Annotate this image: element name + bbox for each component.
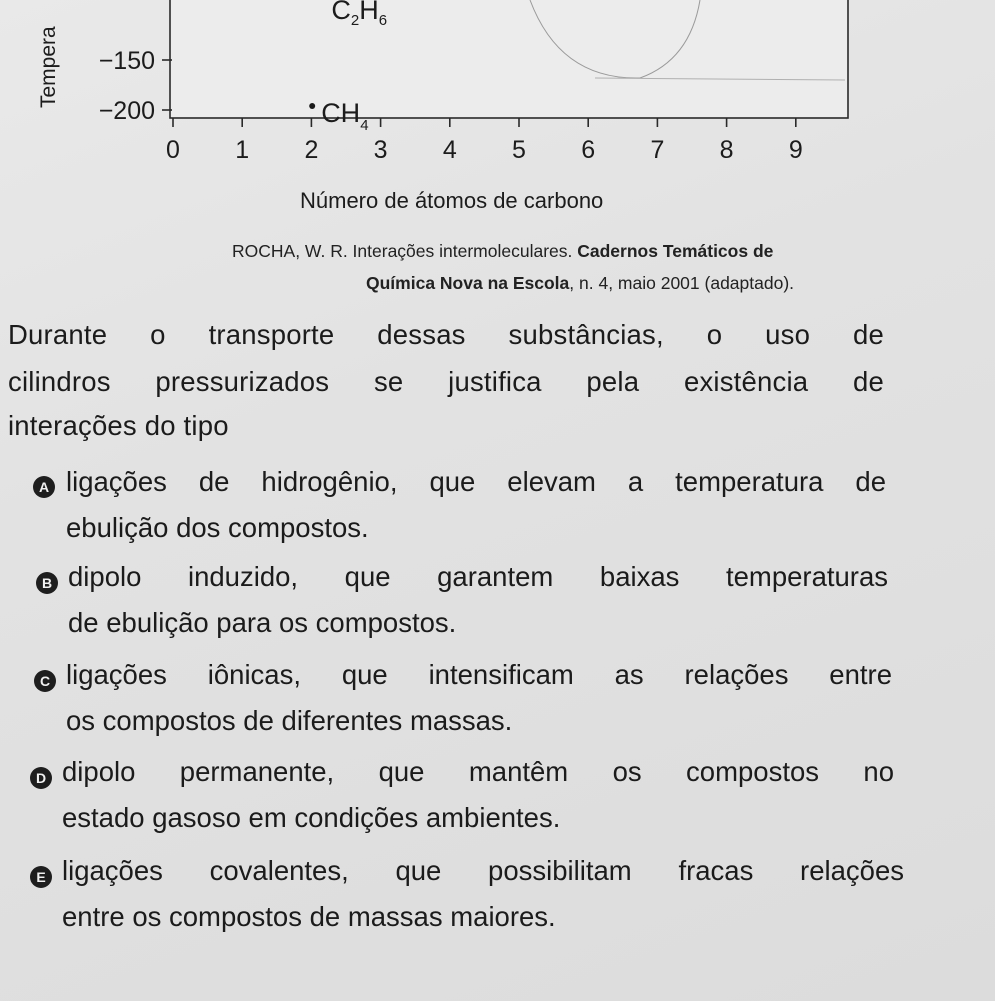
option-d-line-2[interactable]: estado gasoso em condições ambientes. <box>62 802 561 833</box>
citation-journal-part2: Química Nova na Escola <box>366 273 570 293</box>
x-tick-label-7: 7 <box>650 136 665 164</box>
y-tick-label-0: −150 <box>98 47 155 75</box>
option-b-badge[interactable]: B <box>36 572 58 594</box>
option-b-line-1[interactable]: dipolo induzido, que garantem baixas temperaturas <box>68 561 888 592</box>
x-tick-label-0: 0 <box>166 136 180 164</box>
x-tick-label-1: 1 <box>235 136 250 164</box>
option-d-line-1[interactable]: dipolo permanente, que mantêm os compostos no <box>62 756 894 787</box>
question-line-1: Durante o transporte dessas substâncias, o uso de <box>8 319 884 350</box>
option-d-badge[interactable]: D <box>30 767 52 789</box>
x-tick-label-5: 5 <box>512 136 526 164</box>
chart-plot-area <box>170 0 848 118</box>
option-c-line-1[interactable]: ligações iônicas, que intensificam as relações entre <box>66 659 892 690</box>
option-e-badge[interactable]: E <box>30 866 52 888</box>
question-line-2: cilindros pressurizados se justifica pela existência de <box>8 366 884 397</box>
point-label-ch4: $CH_4$ <box>321 98 369 134</box>
x-tick-label-3: 3 <box>373 136 388 164</box>
x-tick-label-9: 9 <box>788 136 803 164</box>
point-label-c2h6: $C_2H_6$ <box>331 0 388 29</box>
x-tick-label-6: 6 <box>581 136 596 164</box>
point-marker-ch4 <box>309 103 315 109</box>
option-a-badge[interactable]: A <box>33 476 55 498</box>
y-axis-title: Tempera <box>37 26 60 108</box>
x-axis-ticks <box>166 118 803 164</box>
citation-author-title: ROCHA, W. R. Interações intermoleculares. <box>232 241 578 261</box>
citation-journal-part1: Cadernos Temáticos de <box>577 241 774 261</box>
citation-line-2 <box>366 273 794 294</box>
option-e-line-1[interactable]: ligações covalentes, que possibilitam fracas relações <box>62 855 904 886</box>
boiling-point-chart <box>0 0 995 225</box>
citation-details: , n. 4, maio 2001 (adaptado). <box>569 273 795 293</box>
x-tick-label-2: 2 <box>304 136 319 164</box>
x-tick-label-4: 4 <box>442 136 457 164</box>
y-tick-label-1: −200 <box>98 97 155 125</box>
citation-line-1 <box>232 241 773 262</box>
x-axis-title: Número de átomos de carbono <box>300 188 604 213</box>
option-a-line-1[interactable]: ligações de hidrogênio, que elevam a temperatura de <box>66 466 886 497</box>
option-c-badge[interactable]: C <box>34 670 56 692</box>
x-tick-label-8: 8 <box>719 136 734 164</box>
option-c-line-2[interactable]: os compostos de diferentes massas. <box>66 705 513 736</box>
question-line-3: interações do tipo <box>8 410 229 441</box>
option-b-line-2[interactable]: de ebulição para os compostos. <box>68 607 457 638</box>
option-a-line-2[interactable]: ebulição dos compostos. <box>66 512 369 543</box>
option-e-line-2[interactable]: entre os compostos de massas maiores. <box>62 901 556 932</box>
y-axis-ticks <box>99 47 172 125</box>
